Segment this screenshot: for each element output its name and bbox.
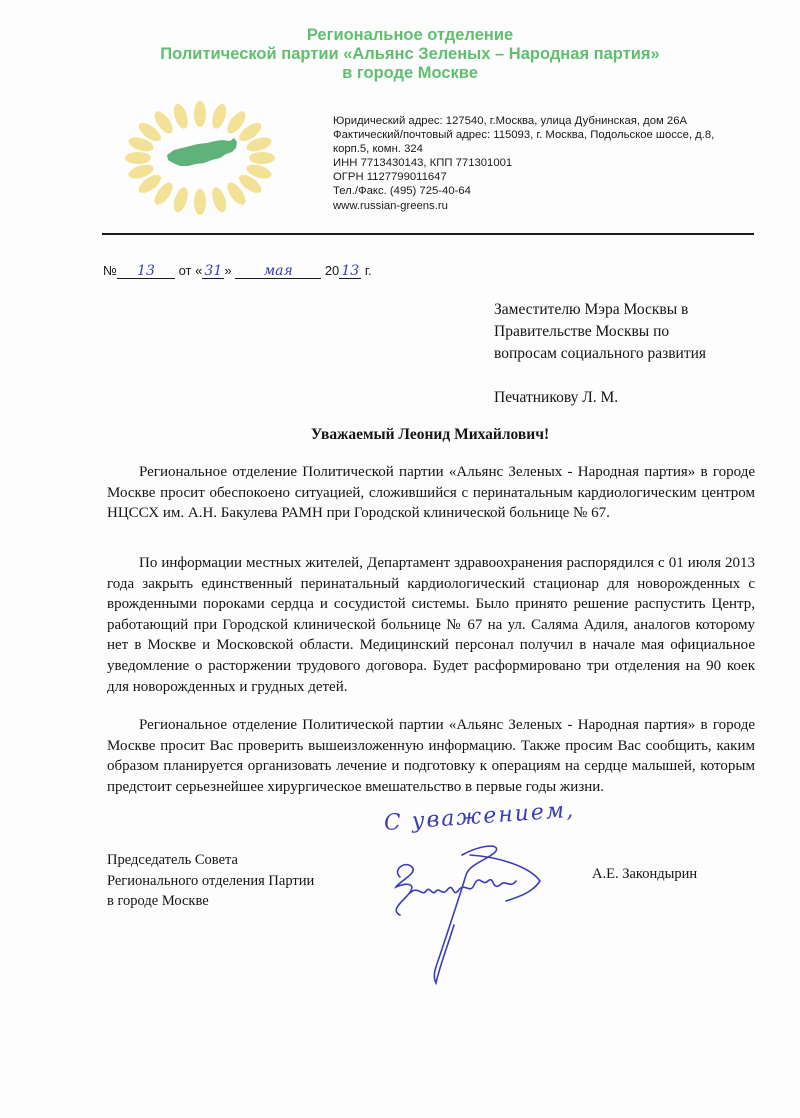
salutation: Уважаемый Леонид Михайлович!: [310, 426, 550, 443]
logo-petal: [209, 186, 228, 214]
signature-icon: [370, 815, 600, 1015]
registration-day: 31: [202, 264, 224, 279]
logo-petal: [194, 101, 206, 127]
day-close: »: [224, 263, 232, 278]
year-prefix: 20: [324, 263, 340, 278]
requisite-line: ОГРН 1127799011647: [333, 171, 447, 184]
signer-name: А.Е. Закондырин: [592, 866, 698, 882]
body-paragraph: Региональное отделение Политической партии «Альянс Зеленых - Народная партия» в городе Москве просит обеспокоено ситуацией, сложившийся с перинатальным кардиологическим центром НЦССХ им. А.Н. Бакулева РАМН при Городской клинической больнице № 67.: [107, 464, 755, 522]
letterhead-divider: [102, 233, 754, 235]
russia-map-icon: [167, 138, 237, 166]
logo-petal: [171, 102, 190, 130]
number-label: №: [103, 263, 117, 278]
logo-petal: [209, 102, 228, 130]
body-paragraph: Региональное отделение Политической партии «Альянс Зеленых - Народная партия» в городе Москве просит Вас проверить вышеизложенную информацию. Также просим Вас сообщить, каким образом планируется организовать лечение и подготовку к операциям на сердце малышей, которым предстоит серьезнейшее хирургическое вмешательство в первые годы жизни.: [107, 717, 755, 795]
letterhead-title-line: Политической партии «Альянс Зеленых – Народная партия»: [160, 45, 660, 63]
letterhead-title: [100, 26, 720, 83]
logo-petal: [194, 189, 206, 215]
requisite-line: Тел./Факс. (495) 725-40-64: [333, 185, 471, 198]
requisite-line: корп.5, комн. 324: [333, 143, 423, 156]
requisite-line: Юридический адрес: 127540, г.Москва, улица Дубнинская, дом 26А: [333, 115, 688, 127]
logo-petal: [171, 186, 190, 214]
addressee-line: вопросам социального развития: [494, 345, 707, 362]
letterhead-requisites: [333, 114, 773, 213]
letterhead-title-line: в городе Москве: [342, 64, 478, 82]
signer-title: [107, 850, 314, 912]
registration-year: 13: [339, 264, 361, 279]
addressee-name: Печатникову Л. М.: [494, 389, 619, 406]
registration-month: мая: [235, 264, 321, 279]
party-logo-icon: [112, 100, 282, 220]
addressee-line: Правительстве Москвы по: [494, 323, 670, 340]
requisite-line: Фактический/почтовый адрес: 115093, г. Москва, Подольское шоссе, д.8,: [333, 129, 715, 142]
signer-title-line: в городе Москве: [107, 893, 209, 909]
addressee-line: Заместителю Мэра Москвы в: [494, 301, 689, 318]
body-paragraph: По информации местных жителей, Департамент здравоохранения распорядился с 01 июля 2013 года закрыть единственный перинатальный кардиологический стационар для новорожденных с врожденными пороками сердца и сосудистой системы. Было принято решение распустить Центр, работающий при Городской клинической больнице № 67 на ул. Салямa Адиля, аналогов которому нет в Москве и Московской области. Медицинский персонал получил в начале мая официальное уведомление о расторжении трудового договора. Будет расформировано три отделения на 90 коек для новорожденных и грудных детей.: [107, 555, 755, 695]
addressee-block: [494, 299, 706, 409]
website-link: www.russian-greens.ru: [333, 199, 448, 212]
year-label: г.: [364, 263, 372, 278]
signer-title-line: Регионального отделения Партии: [107, 872, 315, 889]
logo-petal: [249, 152, 275, 164]
from-label: от «: [178, 263, 203, 278]
letterhead-title-line: Региональное отделение: [306, 26, 514, 44]
registration-line: [103, 263, 372, 279]
requisite-line: ИНН 7713430143, КПП 771301001: [333, 157, 513, 170]
logo-petal: [125, 152, 151, 164]
signer-title-line: Председатель Совета: [107, 852, 238, 868]
registration-number: 13: [117, 264, 175, 279]
handwritten-closing: С уважением,: [383, 797, 576, 836]
